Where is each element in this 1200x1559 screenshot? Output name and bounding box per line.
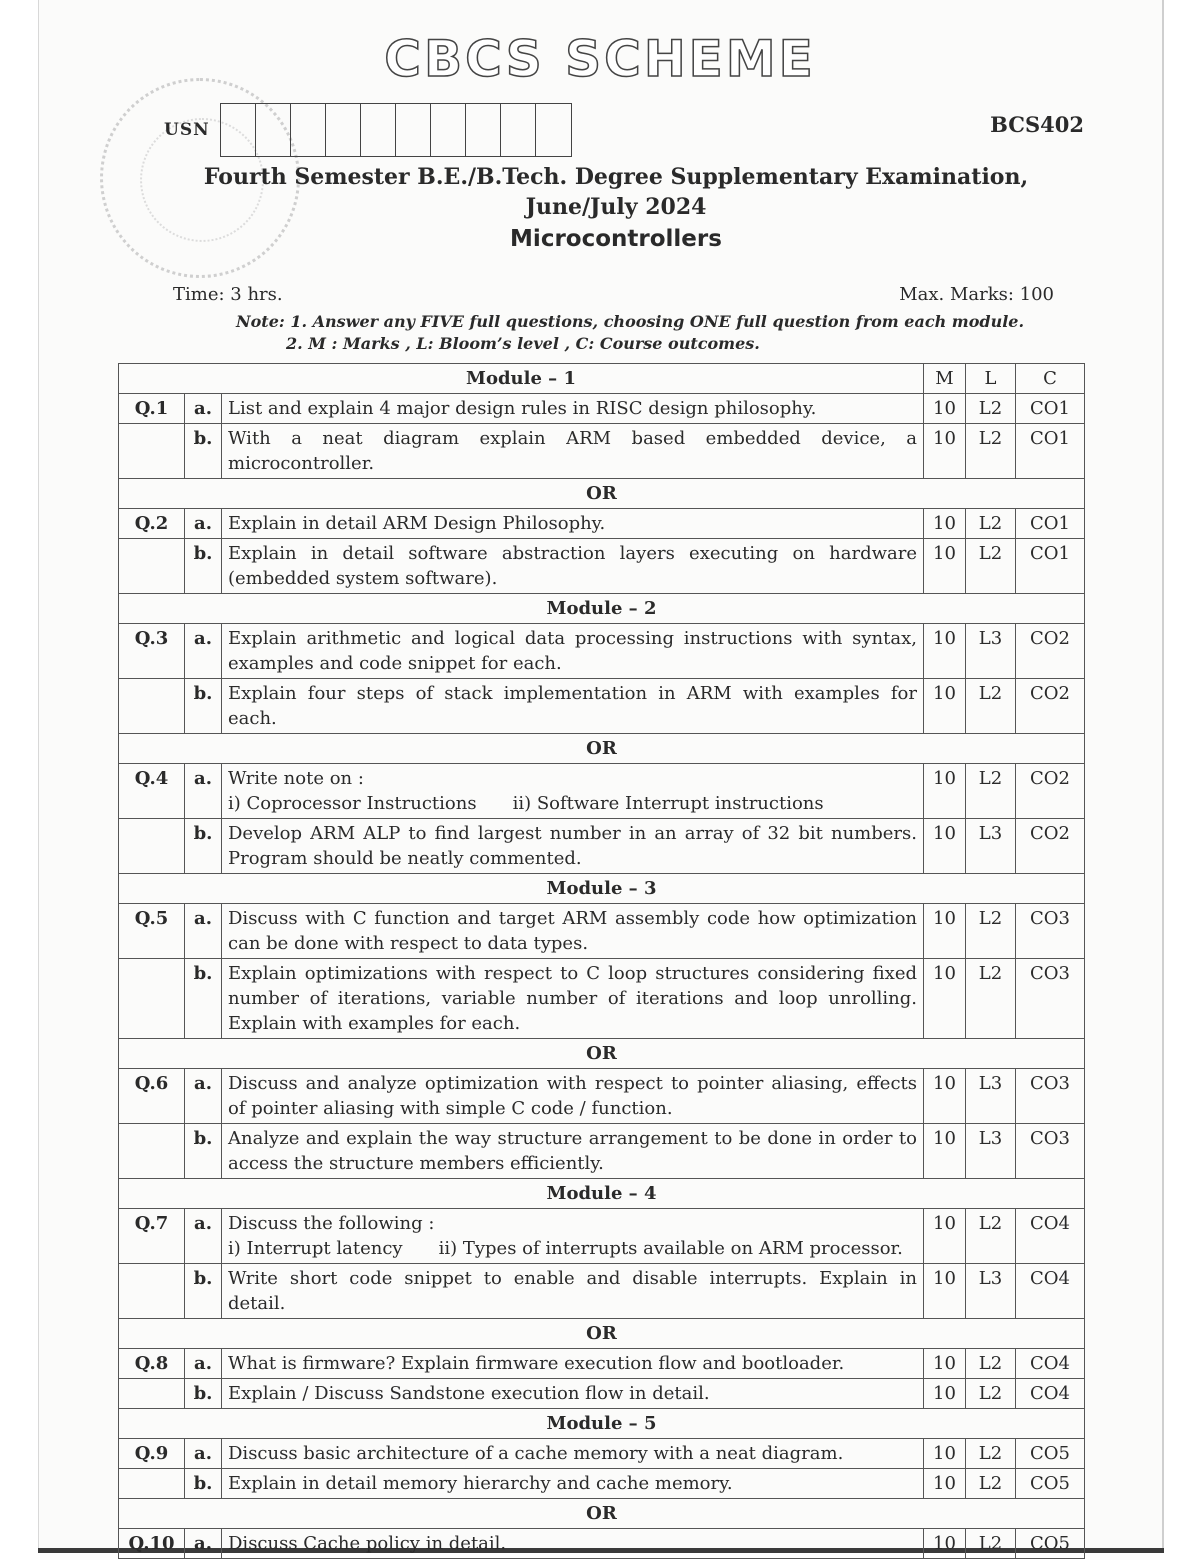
question-number: Q.5 [119, 904, 185, 959]
usn-box [256, 104, 291, 156]
co-value: CO1 [1016, 424, 1085, 479]
level-value: L2 [966, 1469, 1016, 1499]
note-line-1: Note: 1. Answer any FIVE full questions, choosing ONE full question from each module. [236, 312, 1025, 331]
or-row [119, 734, 1085, 764]
usn-box [431, 104, 466, 156]
question-number-cell [119, 539, 185, 594]
question-row [119, 624, 1085, 679]
marks-value: 10 [924, 1349, 966, 1379]
col-l-header: L [966, 364, 1016, 394]
question-number-cell [119, 679, 185, 734]
level-value: L2 [966, 904, 1016, 959]
question-row [119, 1379, 1085, 1409]
question-table [118, 363, 1085, 1559]
sub-label: a. [185, 1349, 222, 1379]
marks-value: 10 [924, 1469, 966, 1499]
usn-box [221, 104, 256, 156]
usn-box [396, 104, 431, 156]
co-value: CO2 [1016, 624, 1085, 679]
question-row [119, 819, 1085, 874]
level-value: L2 [966, 509, 1016, 539]
module-heading: Module – 4 [119, 1179, 1085, 1209]
level-value: L3 [966, 1264, 1016, 1319]
co-value: CO2 [1016, 764, 1085, 819]
marks-value: 10 [924, 819, 966, 874]
sub-label: b. [185, 959, 222, 1039]
question-row [119, 1349, 1085, 1379]
sub-label: a. [185, 904, 222, 959]
sub-label: b. [185, 679, 222, 734]
marks-value: 10 [924, 1529, 966, 1559]
marks-value: 10 [924, 424, 966, 479]
level-value: L2 [966, 1209, 1016, 1264]
level-value: L2 [966, 959, 1016, 1039]
exam-title [0, 162, 1200, 222]
question-text: Discuss with C function and target ARM assembly code how optimization can be done with respect to data types. [222, 904, 924, 959]
question-number-cell [119, 1264, 185, 1319]
level-value: L2 [966, 539, 1016, 594]
note-line-2: 2. M : Marks , L: Bloom’s level , C: Course outcomes. [286, 334, 760, 353]
marks-value: 10 [924, 539, 966, 594]
co-value: CO5 [1016, 1529, 1085, 1559]
question-row [119, 1209, 1085, 1264]
question-row [119, 539, 1085, 594]
co-value: CO2 [1016, 679, 1085, 734]
or-label: OR [119, 1039, 1085, 1069]
question-number: Q.10 [119, 1529, 185, 1559]
question-number-cell [119, 424, 185, 479]
or-row [119, 1039, 1085, 1069]
question-number-cell [119, 1379, 185, 1409]
subitem-ii: ii) Software Interrupt instructions [512, 793, 824, 814]
question-text: Explain in detail ARM Design Philosophy. [222, 509, 924, 539]
or-label: OR [119, 479, 1085, 509]
question-row [119, 1264, 1085, 1319]
instructions-note [236, 311, 1024, 355]
co-value: CO3 [1016, 959, 1085, 1039]
col-c-header: C [1016, 364, 1085, 394]
question-row [119, 764, 1085, 819]
or-row [119, 1319, 1085, 1349]
scheme-heading: CBCS SCHEME [384, 30, 816, 88]
question-row [119, 1529, 1085, 1559]
subitem-i: i) Interrupt latency [228, 1238, 403, 1259]
question-number: Q.3 [119, 624, 185, 679]
marks-value: 10 [924, 959, 966, 1039]
co-value: CO3 [1016, 1124, 1085, 1179]
co-value: CO4 [1016, 1379, 1085, 1409]
question-number-cell [119, 1124, 185, 1179]
question-text-block [222, 1209, 924, 1264]
module-row [119, 594, 1085, 624]
level-value: L2 [966, 1349, 1016, 1379]
question-subitems [228, 791, 917, 816]
question-row [119, 959, 1085, 1039]
sub-label: b. [185, 1469, 222, 1499]
usn-box [466, 104, 501, 156]
module-row [119, 1409, 1085, 1439]
question-row [119, 1069, 1085, 1124]
subitem-i: i) Coprocessor Instructions [228, 793, 477, 814]
sub-label: a. [185, 1209, 222, 1264]
question-number: Q.1 [119, 394, 185, 424]
sub-label: b. [185, 1264, 222, 1319]
usn-box [291, 104, 326, 156]
question-text: Explain four steps of stack implementation in ARM with examples for each. [222, 679, 924, 734]
or-row [119, 479, 1085, 509]
marks-value: 10 [924, 394, 966, 424]
usn-boxes [220, 103, 572, 157]
exam-title-line1: Fourth Semester B.E./B.Tech. Degree Supplementary Examination, [203, 164, 1029, 190]
sub-label: b. [185, 1124, 222, 1179]
marks-value: 10 [924, 904, 966, 959]
sub-label: b. [185, 539, 222, 594]
question-number: Q.7 [119, 1209, 185, 1264]
question-text: List and explain 4 major design rules in RISC design philosophy. [222, 394, 924, 424]
co-value: CO1 [1016, 539, 1085, 594]
module-row [119, 364, 1085, 394]
question-text-block [222, 764, 924, 819]
question-number: Q.9 [119, 1439, 185, 1469]
sub-label: a. [185, 624, 222, 679]
module-heading: Module – 3 [119, 874, 1085, 904]
marks-value: 10 [924, 679, 966, 734]
level-value: L3 [966, 1069, 1016, 1124]
col-m-header: M [924, 364, 966, 394]
module-heading: Module – 1 [119, 364, 924, 394]
level-value: L2 [966, 424, 1016, 479]
question-row [119, 1124, 1085, 1179]
usn-box [361, 104, 396, 156]
question-number: Q.8 [119, 1349, 185, 1379]
usn-box [536, 104, 571, 156]
question-number: Q.2 [119, 509, 185, 539]
co-value: CO2 [1016, 819, 1085, 874]
question-text: Explain optimizations with respect to C loop structures considering fixed number of iterations, variable number of iterations and loop unrolling. Explain with examples for each. [222, 959, 924, 1039]
question-text: What is firmware? Explain firmware execution flow and bootloader. [222, 1349, 924, 1379]
question-number: Q.4 [119, 764, 185, 819]
question-row [119, 509, 1085, 539]
co-value: CO5 [1016, 1439, 1085, 1469]
question-text: Explain in detail software abstraction layers executing on hardware (embedded system software). [222, 539, 924, 594]
exam-title-line2: June/July 2024 [525, 194, 707, 220]
time-label: Time: 3 hrs. [173, 284, 283, 305]
level-value: L2 [966, 394, 1016, 424]
marks-value: 10 [924, 1264, 966, 1319]
question-text: Discuss Cache policy in detail. [222, 1529, 924, 1559]
level-value: L3 [966, 624, 1016, 679]
co-value: CO1 [1016, 509, 1085, 539]
level-value: L2 [966, 1529, 1016, 1559]
subject-code: BCS402 [990, 112, 1084, 137]
or-label: OR [119, 1499, 1085, 1529]
max-marks-label: Max. Marks: 100 [899, 284, 1054, 305]
question-text: Develop ARM ALP to find largest number in an array of 32 bit numbers. Program should be neatly commented. [222, 819, 924, 874]
marks-value: 10 [924, 1069, 966, 1124]
question-subitems [228, 1236, 917, 1261]
question-text: With a neat diagram explain ARM based embedded device, a microcontroller. [222, 424, 924, 479]
question-text: Write short code snippet to enable and disable interrupts. Explain in detail. [222, 1264, 924, 1319]
level-value: L2 [966, 764, 1016, 819]
question-row [119, 904, 1085, 959]
co-value: CO1 [1016, 394, 1085, 424]
level-value: L2 [966, 1439, 1016, 1469]
question-number-cell [119, 819, 185, 874]
or-row [119, 1499, 1085, 1529]
sub-label: a. [185, 1069, 222, 1124]
co-value: CO4 [1016, 1209, 1085, 1264]
question-text: Discuss the following : [228, 1213, 435, 1234]
co-value: CO4 [1016, 1349, 1085, 1379]
question-row [119, 394, 1085, 424]
question-number-cell [119, 1469, 185, 1499]
sub-label: b. [185, 819, 222, 874]
question-number-cell [119, 959, 185, 1039]
question-text: Discuss and analyze optimization with respect to pointer aliasing, effects of pointer aliasing with simple C code / function. [222, 1069, 924, 1124]
question-row [119, 424, 1085, 479]
question-row [119, 679, 1085, 734]
question-text: Analyze and explain the way structure arrangement to be done in order to access the structure members efficiently. [222, 1124, 924, 1179]
sub-label: a. [185, 509, 222, 539]
question-text: Write note on : [228, 768, 364, 789]
marks-value: 10 [924, 1379, 966, 1409]
marks-value: 10 [924, 509, 966, 539]
module-heading: Module – 2 [119, 594, 1085, 624]
level-value: L2 [966, 1379, 1016, 1409]
or-label: OR [119, 734, 1085, 764]
subject-title: Microcontrollers [510, 226, 722, 252]
co-value: CO4 [1016, 1264, 1085, 1319]
module-row [119, 874, 1085, 904]
question-text: Explain in detail memory hierarchy and cache memory. [222, 1469, 924, 1499]
co-value: CO3 [1016, 904, 1085, 959]
or-label: OR [119, 1319, 1085, 1349]
sub-label: a. [185, 1439, 222, 1469]
level-value: L3 [966, 1124, 1016, 1179]
module-row [119, 1179, 1085, 1209]
marks-value: 10 [924, 1209, 966, 1264]
module-heading: Module – 5 [119, 1409, 1085, 1439]
sub-label: b. [185, 1379, 222, 1409]
marks-value: 10 [924, 764, 966, 819]
sub-label: a. [185, 764, 222, 819]
level-value: L2 [966, 679, 1016, 734]
co-value: CO3 [1016, 1069, 1085, 1124]
question-text: Explain arithmetic and logical data processing instructions with syntax, examples and code snippet for each. [222, 624, 924, 679]
sub-label: a. [185, 1529, 222, 1559]
subitem-ii: ii) Types of interrupts available on ARM processor. [438, 1238, 903, 1259]
question-row [119, 1439, 1085, 1469]
co-value: CO5 [1016, 1469, 1085, 1499]
marks-value: 10 [924, 1124, 966, 1179]
marks-value: 10 [924, 1439, 966, 1469]
question-number: Q.6 [119, 1069, 185, 1124]
question-text: Explain / Discuss Sandstone execution flow in detail. [222, 1379, 924, 1409]
usn-box [326, 104, 361, 156]
level-value: L3 [966, 819, 1016, 874]
usn-label: USN [164, 120, 210, 140]
usn-box [501, 104, 536, 156]
marks-value: 10 [924, 624, 966, 679]
question-row [119, 1469, 1085, 1499]
sub-label: a. [185, 394, 222, 424]
question-text: Discuss basic architecture of a cache memory with a neat diagram. [222, 1439, 924, 1469]
sub-label: b. [185, 424, 222, 479]
